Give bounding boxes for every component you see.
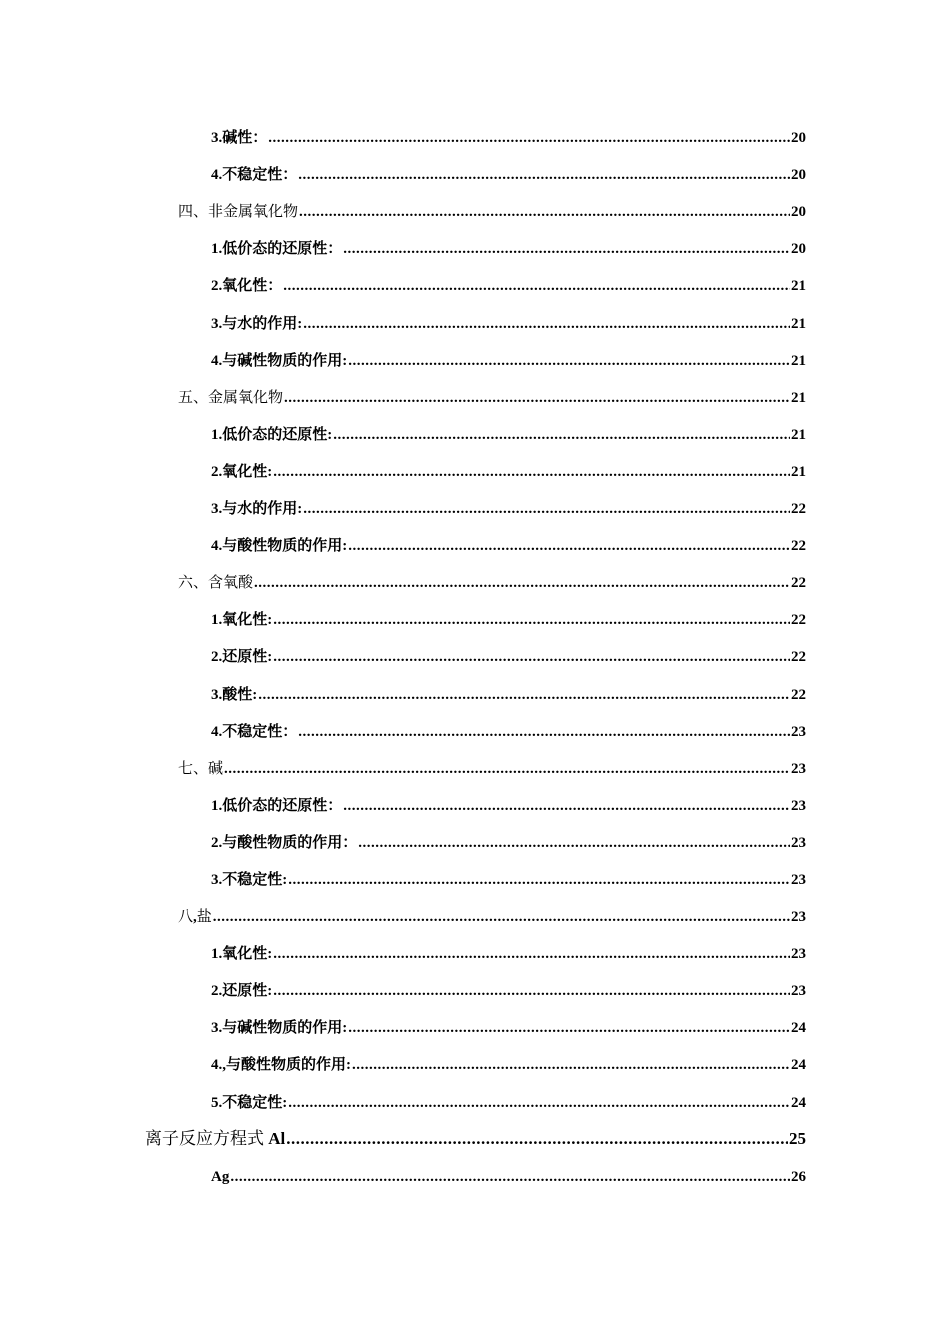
toc-dot-leader	[298, 724, 790, 741]
toc-page-number: 23	[791, 834, 806, 851]
toc-entry-row	[0, 460, 950, 489]
toc-entry-title: 六、含氧酸	[178, 575, 254, 592]
toc-entry[interactable]	[0, 452, 950, 489]
toc-entry[interactable]	[0, 712, 950, 749]
toc-entry[interactable]	[0, 674, 950, 711]
toc-dot-leader	[254, 575, 790, 592]
toc-page-number: 21	[791, 463, 806, 480]
toc-entry[interactable]	[0, 749, 950, 786]
toc-dot-leader	[268, 130, 790, 147]
toc-entry[interactable]	[0, 192, 950, 229]
toc-dot-leader	[352, 1057, 790, 1074]
toc-page-number: 24	[791, 1020, 806, 1037]
toc-entry-row	[0, 868, 950, 897]
toc-entry-row	[0, 1091, 950, 1120]
toc-page-number: 22	[791, 575, 806, 592]
toc-entry-row	[0, 905, 950, 934]
toc-entry[interactable]	[0, 378, 950, 415]
toc-entry-title: 4.不稳定性：	[211, 723, 298, 740]
toc-entry[interactable]	[0, 118, 950, 155]
toc-entry-title: 3.与碱性物质的作用:	[211, 1020, 348, 1037]
toc-entry-title: 2.与酸性物质的作用：	[211, 834, 358, 851]
toc-entry-title: 2.还原性:	[211, 649, 273, 666]
toc-page-number: 22	[791, 686, 806, 703]
toc-dot-leader	[273, 983, 790, 1000]
toc-dot-leader	[343, 241, 790, 258]
toc-entry-title: 3.碱性：	[211, 130, 268, 147]
toc-entry[interactable]	[0, 1045, 950, 1082]
toc-entry-title: 4.不稳定性：	[211, 167, 298, 184]
toc-page-number: 24	[791, 1094, 806, 1111]
toc-dot-leader	[348, 1020, 790, 1037]
toc-page-number: 22	[791, 649, 806, 666]
toc-entry-title: 4.与酸性物质的作用:	[211, 538, 348, 555]
toc-entry-row	[0, 1124, 950, 1157]
toc-dot-leader	[286, 1129, 788, 1149]
toc-page-number: 20	[791, 167, 806, 184]
toc-page-number: 23	[791, 760, 806, 777]
toc-entry[interactable]	[0, 637, 950, 674]
toc-entry-row	[0, 1169, 950, 1194]
toc-page-number: 23	[791, 909, 806, 926]
toc-entry-title: 五、金属氧化物	[178, 389, 284, 406]
toc-entry[interactable]	[0, 823, 950, 860]
toc-dot-leader	[358, 835, 790, 852]
toc-entry-row	[0, 349, 950, 378]
toc-entry[interactable]	[0, 155, 950, 192]
toc-dot-leader	[273, 612, 790, 629]
toc-entry-row	[0, 683, 950, 712]
toc-page-number: 23	[791, 797, 806, 814]
toc-page-number: 25	[789, 1128, 806, 1148]
toc-entry-row	[0, 534, 950, 563]
toc-dot-leader	[303, 501, 790, 518]
toc-dot-leader	[284, 390, 790, 407]
toc-entry[interactable]	[0, 971, 950, 1008]
toc-dot-leader	[343, 798, 790, 815]
toc-entry[interactable]	[0, 489, 950, 526]
toc-entry-row	[0, 608, 950, 637]
toc-entry-row	[0, 794, 950, 823]
toc-entry-row	[0, 274, 950, 303]
toc-entry-title: 八,盐	[178, 909, 212, 926]
toc-entry-row	[0, 720, 950, 749]
toc-entry-row	[0, 200, 950, 229]
toc-page-number: 23	[791, 946, 806, 963]
toc-dot-leader	[230, 1169, 790, 1186]
toc-entry-title: 1.氧化性:	[211, 612, 273, 629]
toc-entry-title: 3.与水的作用:	[211, 501, 303, 518]
toc-entry-title: 3.酸性:	[211, 686, 258, 703]
toc-dot-leader	[273, 649, 790, 666]
toc-dot-leader	[273, 464, 790, 481]
toc-entry[interactable]	[0, 415, 950, 452]
toc-entry-title: 2.还原性:	[211, 983, 273, 1000]
toc-dot-leader	[333, 427, 790, 444]
toc-entry-row	[0, 237, 950, 266]
toc-dot-leader	[298, 167, 790, 184]
toc-page-number: 22	[791, 501, 806, 518]
toc-entry-row	[0, 831, 950, 860]
toc-entry[interactable]	[0, 600, 950, 637]
toc-page-number: 23	[791, 723, 806, 740]
toc-entry-row	[0, 1053, 950, 1082]
toc-page-number: 23	[791, 983, 806, 1000]
toc-entry-row	[0, 312, 950, 341]
toc-dot-leader	[303, 316, 790, 333]
toc-entry[interactable]	[0, 1082, 950, 1119]
toc-page-number: 21	[791, 352, 806, 369]
toc-entry[interactable]	[0, 303, 950, 340]
toc-page-number: 20	[791, 241, 806, 258]
toc-entry[interactable]	[0, 229, 950, 266]
toc-entry[interactable]	[0, 860, 950, 897]
toc-entry[interactable]	[0, 341, 950, 378]
toc-entry[interactable]	[0, 1157, 950, 1194]
toc-page-number: 21	[791, 278, 806, 295]
toc-entry-title: 5.不稳定性:	[211, 1094, 288, 1111]
toc-dot-leader	[348, 538, 790, 555]
toc-dot-leader	[258, 687, 790, 704]
toc-entry-row	[0, 942, 950, 971]
toc-entry[interactable]	[0, 934, 950, 971]
toc-entry-title: 2.氧化性：	[211, 278, 283, 295]
toc-dot-leader	[213, 909, 790, 926]
toc-entry-title: 1.氧化性:	[211, 946, 273, 963]
toc-entry-title: 七、碱	[178, 760, 224, 777]
toc-entry[interactable]	[0, 266, 950, 303]
toc-dot-leader	[299, 204, 790, 221]
toc-page-number: 20	[791, 204, 806, 221]
toc-entry-title: Ag	[211, 1168, 230, 1185]
toc-page-number: 24	[791, 1057, 806, 1074]
toc-entry-row	[0, 423, 950, 452]
toc-entry-row	[0, 126, 950, 155]
toc-entry-row	[0, 979, 950, 1008]
toc-page-number: 23	[791, 871, 806, 888]
table-of-contents	[0, 118, 950, 1194]
toc-dot-leader	[283, 278, 790, 295]
toc-entry-title: 3.与水的作用:	[211, 315, 303, 332]
toc-page-number: 20	[791, 130, 806, 147]
toc-page-number: 21	[791, 426, 806, 443]
toc-entry-title: 2.氧化性:	[211, 463, 273, 480]
toc-entry-row	[0, 1016, 950, 1045]
toc-dot-leader	[288, 1095, 790, 1112]
toc-page-number: 22	[791, 612, 806, 629]
toc-entry-row	[0, 497, 950, 526]
toc-dot-leader	[224, 761, 790, 778]
toc-entry[interactable]	[0, 526, 950, 563]
toc-entry-title: 1.低价态的还原性：	[211, 241, 343, 258]
toc-page-number: 21	[791, 315, 806, 332]
toc-entry-row	[0, 571, 950, 600]
toc-entry-row	[0, 163, 950, 192]
toc-entry-row	[0, 645, 950, 674]
toc-entry[interactable]	[0, 786, 950, 823]
toc-entry-title: 离子反应方程式 Al	[145, 1128, 286, 1148]
toc-entry-row	[0, 386, 950, 415]
toc-entry-title: 4.与碱性物质的作用:	[211, 352, 348, 369]
toc-entry-row	[0, 757, 950, 786]
toc-dot-leader	[348, 353, 790, 370]
toc-entry[interactable]	[0, 897, 950, 934]
toc-entry[interactable]	[0, 1008, 950, 1045]
toc-entry-title: 四、非金属氧化物	[178, 204, 299, 221]
toc-entry-title: 4.,与酸性物质的作用:	[211, 1057, 351, 1074]
toc-dot-leader	[273, 946, 790, 963]
toc-entry-title: 3.不稳定性:	[211, 871, 288, 888]
toc-entry-title: 1.低价态的还原性：	[211, 797, 343, 814]
toc-page-number: 22	[791, 538, 806, 555]
toc-page-number: 21	[791, 389, 806, 406]
toc-page-number: 26	[791, 1168, 806, 1185]
toc-entry[interactable]	[0, 1120, 950, 1157]
toc-dot-leader	[288, 872, 790, 889]
toc-entry[interactable]	[0, 563, 950, 600]
toc-entry-title: 1.低价态的还原性:	[211, 426, 333, 443]
